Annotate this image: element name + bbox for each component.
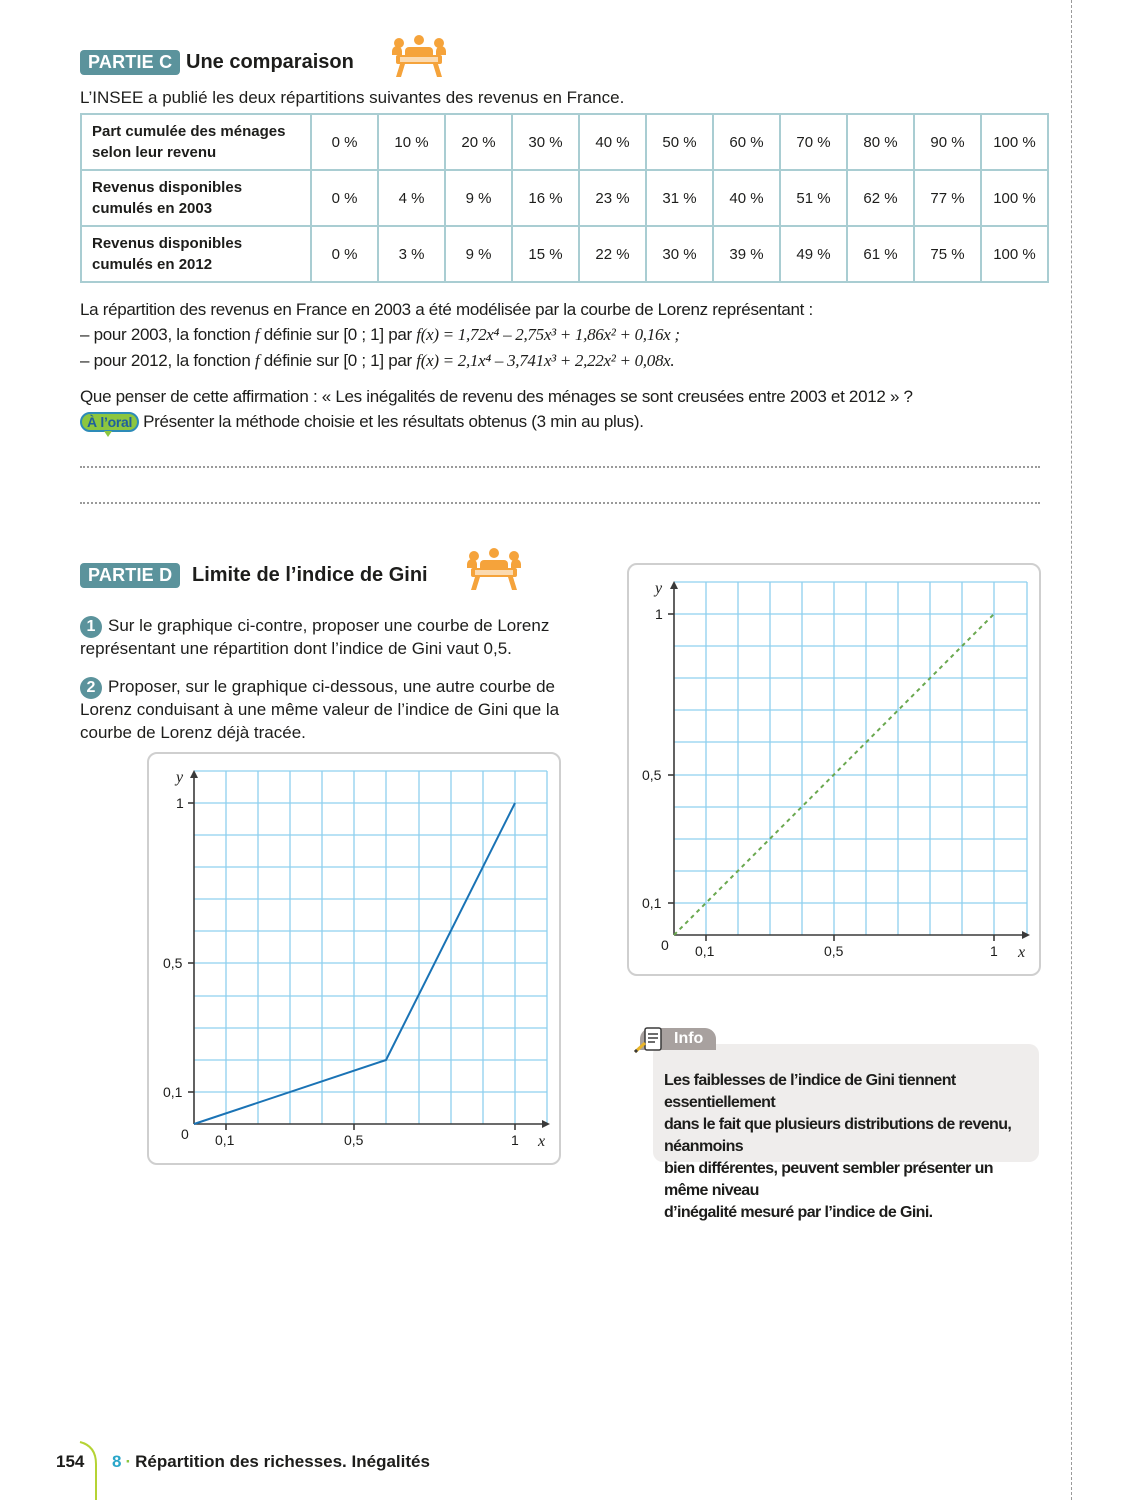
row-header: Part cumulée des ménages selon leur revenu: [81, 114, 311, 170]
table-cell: 20 %: [445, 114, 512, 170]
svg-text:1: 1: [511, 1132, 519, 1148]
lorenz-chart-existing[interactable]: [147, 752, 561, 1165]
table-cell: 80 %: [847, 114, 914, 170]
table-cell: 30 %: [512, 114, 579, 170]
table-cell: 40 %: [713, 170, 780, 226]
row-header: Revenus disponibles cumulés en 2012: [81, 226, 311, 282]
lorenz-chart-blank-plot[interactable]: [629, 565, 1039, 974]
model-intro: La répartition des revenus en France en 2003 a été modélisée par la courbe de Lorenz représentant :: [80, 300, 813, 319]
question-2-line2: Lorenz conduisant à une même valeur de l’indice de Gini que la: [80, 700, 560, 719]
oral-badge: À l’oral: [80, 412, 139, 432]
table-cell: 100 %: [981, 226, 1048, 282]
table-cell: 30 %: [646, 226, 713, 282]
answer-line-2[interactable]: [80, 502, 1040, 504]
question-text: Que penser de cette affirmation : « Les inégalités de revenu des ménages se sont creusées entre 2003 et 2012 » ?: [80, 387, 913, 406]
table-cell: 23 %: [579, 170, 646, 226]
table-cell: 9 %: [445, 226, 512, 282]
partie-c-title: Une comparaison: [186, 51, 354, 73]
table-cell: 4 %: [378, 170, 445, 226]
table-row: [81, 114, 1048, 170]
model-2003: – pour 2003, la fonction f définie sur [0 ; 1] par f(x) = 1,72x⁴ – 2,75x³ + 1,86x² + 0,16x ;: [80, 325, 680, 344]
question-1-line2: représentant une répartition dont l’indice de Gini vaut 0,5.: [80, 639, 512, 658]
partie-d-badge: PARTIE D: [80, 563, 180, 588]
table-cell: 62 %: [847, 170, 914, 226]
table-cell: 39 %: [713, 226, 780, 282]
partie-d-title: Limite de l’indice de Gini: [192, 564, 428, 586]
question-number-1: 1: [80, 616, 102, 638]
table-cell: 10 %: [378, 114, 445, 170]
lorenz-chart-existing-plot[interactable]: [149, 754, 559, 1163]
svg-text:1: 1: [655, 606, 663, 622]
table-cell: 77 %: [914, 170, 981, 226]
table-cell: 9 %: [445, 170, 512, 226]
table-cell: 0 %: [311, 226, 378, 282]
info-label: Info: [674, 1030, 704, 1047]
page-number: 154: [56, 1452, 85, 1471]
table-cell: 100 %: [981, 114, 1048, 170]
y-axis-label: y: [176, 769, 184, 786]
revenue-distribution-table: [80, 113, 1049, 283]
partie-c-badge: PARTIE C: [80, 50, 180, 75]
oral-instruction: À l’oral Présenter la méthode choisie et les résultats obtenus (3 min au plus).: [80, 409, 644, 434]
lorenz-chart-blank[interactable]: [627, 563, 1041, 976]
svg-text:1: 1: [990, 943, 998, 959]
table-cell: 49 %: [780, 226, 847, 282]
x-axis-label: x: [1018, 944, 1026, 961]
formula-2012: f(x) = 2,1x⁴ – 3,741x³ + 2,22x² + 0,08x.: [416, 351, 675, 370]
table-cell: 0 %: [311, 114, 378, 170]
svg-text:0,5: 0,5: [642, 767, 662, 783]
svg-text:0,1: 0,1: [215, 1132, 235, 1148]
table-cell: 3 %: [378, 226, 445, 282]
row-header: Revenus disponibles cumulés en 2003: [81, 170, 311, 226]
question-1: 1 Sur le graphique ci-contre, proposer une courbe de Lorenz: [80, 613, 549, 638]
svg-text:0,1: 0,1: [642, 895, 662, 911]
scroll-pencil-icon: [633, 1026, 673, 1056]
question-2-line3: courbe de Lorenz déjà tracée.: [80, 723, 306, 742]
table-cell: 40 %: [579, 114, 646, 170]
question-number-2: 2: [80, 677, 102, 699]
svg-text:0,1: 0,1: [695, 943, 715, 959]
formula-2003: f(x) = 1,72x⁴ – 2,75x³ + 1,86x² + 0,16x ;: [416, 325, 680, 344]
table-cell: 15 %: [512, 226, 579, 282]
group-work-icon: [465, 548, 523, 592]
table-cell: 60 %: [713, 114, 780, 170]
table-cell: 100 %: [981, 170, 1048, 226]
table-cell: 51 %: [780, 170, 847, 226]
model-2012: – pour 2012, la fonction f définie sur [0 ; 1] par f(x) = 2,1x⁴ – 3,741x³ + 2,22x² + 0,08x.: [80, 351, 675, 370]
svg-text:1: 1: [176, 795, 184, 811]
answer-line-1[interactable]: [80, 466, 1040, 468]
svg-text:0: 0: [661, 937, 669, 953]
group-work-icon: [390, 35, 448, 79]
table-cell: 0 %: [311, 170, 378, 226]
question-2: 2 Proposer, sur le graphique ci-dessous, une autre courbe de: [80, 674, 555, 699]
table-row: [81, 226, 1048, 282]
table-row: [81, 170, 1048, 226]
partie-c-intro: L’INSEE a publié les deux répartitions suivantes des revenus en France.: [80, 88, 625, 107]
chapter-title: 8 · Répartition des richesses. Inégalités: [112, 1452, 430, 1471]
table-cell: 16 %: [512, 170, 579, 226]
page-margin-cut-line: [1071, 0, 1072, 1500]
y-axis-label: y: [655, 580, 663, 597]
svg-text:0,5: 0,5: [163, 955, 183, 971]
table-cell: 50 %: [646, 114, 713, 170]
table-cell: 70 %: [780, 114, 847, 170]
svg-text:0,1: 0,1: [163, 1084, 183, 1100]
table-cell: 31 %: [646, 170, 713, 226]
info-text: Les faiblesses de l’indice de Gini tiennent essentiellement dans le fait que plusieurs distributions de revenu, néanmoins bien différentes, peuvent sembler présenter un même niveau d’inégalité mesuré par l’indice de Gini.: [664, 1072, 1012, 1221]
table-cell: 90 %: [914, 114, 981, 170]
svg-text:0: 0: [181, 1126, 189, 1142]
table-cell: 61 %: [847, 226, 914, 282]
table-cell: 75 %: [914, 226, 981, 282]
x-axis-label: x: [538, 1133, 546, 1150]
table-cell: 22 %: [579, 226, 646, 282]
svg-text:0,5: 0,5: [824, 943, 844, 959]
svg-text:0,5: 0,5: [344, 1132, 364, 1148]
